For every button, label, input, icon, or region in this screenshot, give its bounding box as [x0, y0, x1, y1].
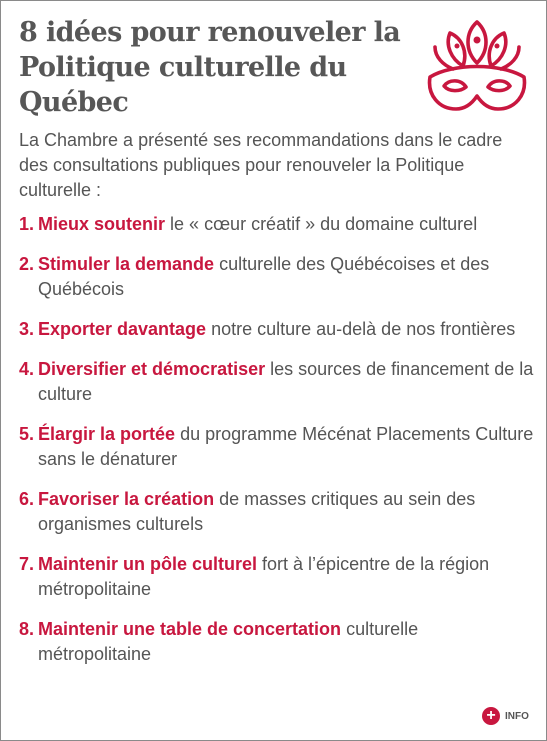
list-item — [19, 317, 534, 342]
list-item — [19, 552, 534, 602]
carnival-mask-icon — [425, 19, 529, 115]
item-text: notre culture au-delà de nos frontières — [211, 319, 516, 339]
list-item — [19, 487, 534, 537]
list-item — [19, 422, 534, 472]
recommendation-list — [19, 212, 534, 682]
list-item — [19, 212, 534, 237]
item-text: le « cœur créatif » du domaine culturel — [170, 214, 478, 234]
item-number: 7. — [19, 554, 35, 574]
item-lead: Élargir la portée — [38, 424, 176, 444]
list-item — [19, 252, 534, 302]
item-lead: Diversifier et démocratiser — [38, 359, 266, 379]
item-text: culturelle des Québécoises et des Québécois — [38, 254, 490, 299]
info-button[interactable] — [482, 707, 529, 725]
list-item — [19, 617, 534, 667]
item-text: du programme Mécénat Placements Culture sans le dénaturer — [38, 424, 534, 469]
item-number: 2. — [19, 254, 35, 274]
info-label: INFO — [505, 710, 529, 722]
item-lead: Maintenir un pôle culturel — [38, 554, 258, 574]
item-text: fort à l’épicentre de la région métropolitaine — [38, 554, 490, 599]
item-lead: Maintenir une table de concertation — [38, 619, 342, 639]
item-number: 8. — [19, 619, 35, 639]
page-title: 8 idées pour renouveler la Politique culturelle du Québec — [19, 17, 401, 118]
item-text: de masses critiques au sein des organismes culturels — [38, 489, 476, 534]
item-number: 1. — [19, 214, 35, 234]
item-text: les sources de financement de la culture — [38, 359, 534, 404]
item-number: 5. — [19, 424, 35, 444]
item-text: culturelle métropolitaine — [38, 619, 419, 664]
item-lead: Exporter davantage — [38, 319, 207, 339]
item-lead: Mieux soutenir — [38, 214, 166, 234]
item-lead: Favoriser la création — [38, 489, 215, 509]
item-number: 6. — [19, 489, 35, 509]
item-number: 4. — [19, 359, 35, 379]
item-number: 3. — [19, 319, 35, 339]
intro-text: La Chambre a présenté ses recommandations dans le cadre des consultations publiques pour renouveler la Politique culturelle : — [19, 130, 503, 200]
item-lead: Stimuler la demande — [38, 254, 215, 274]
list-item — [19, 357, 534, 407]
plus-icon: + — [482, 707, 500, 725]
